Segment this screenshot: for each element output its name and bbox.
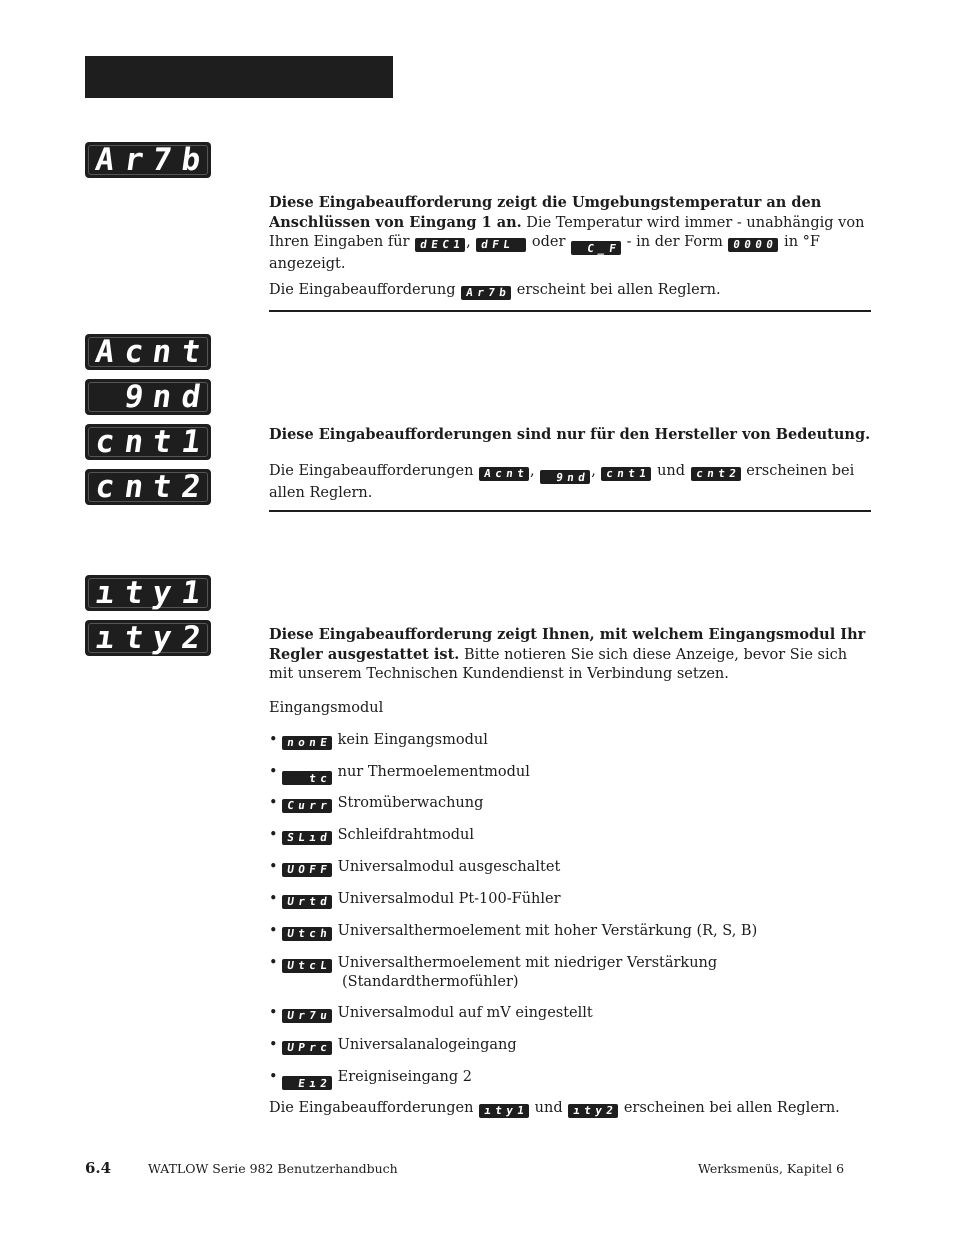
chip-ity1 (479, 1104, 529, 1118)
chip-char: O (297, 863, 306, 876)
display-char: ı (93, 575, 117, 611)
divider (269, 510, 871, 512)
chip-utcl (282, 959, 332, 973)
display-char: n (150, 379, 175, 415)
chip-char: b (498, 286, 507, 299)
list-item: • C u r r Stromüberwachung (269, 795, 484, 812)
chip-char: ı (572, 1104, 581, 1117)
footer-chapter: Werksmenüs, Kapitel 6 (698, 1161, 845, 1176)
chip-char: d (319, 831, 328, 844)
display-char: 1 (179, 424, 203, 460)
chip-cnt1 (601, 467, 651, 481)
chip-char: _ (597, 241, 606, 255)
section2-bold: Diese Eingabeaufforderungen sind nur für den Hersteller von Bedeutung. (269, 426, 871, 443)
display-acnt (85, 334, 211, 370)
display-gnd (85, 379, 211, 415)
chip-char: n (566, 470, 575, 484)
chip-umv (282, 1009, 332, 1023)
chip-char: A (483, 467, 492, 480)
section1-note: Die Eingabeaufforderung A r 7 b erscheint bei allen Reglern. (269, 282, 721, 299)
display-char: b (179, 142, 203, 178)
chip-curr (282, 799, 332, 813)
chip-char: c (494, 467, 503, 480)
divider (269, 310, 871, 312)
chip-char: n (705, 467, 715, 480)
display-cnt2 (85, 469, 211, 505)
display-char: c (93, 424, 117, 460)
chip-char: n (308, 736, 317, 749)
list-item: • E ı 2 Ereigniseingang 2 (269, 1069, 472, 1090)
chip-char: c (605, 467, 615, 480)
chip-char: F (608, 241, 617, 255)
list-item: • U r 7 u Universalmodul auf mV eingestellt (269, 1005, 593, 1022)
list-item: • U t c h Universalthermoelement mit hoher Verstärkung (R, S, B) (269, 923, 758, 940)
display-cnt1 (85, 424, 211, 460)
chip-char: r (308, 1041, 317, 1054)
display-char: 2 (179, 620, 203, 656)
chip-char: E (297, 1076, 306, 1090)
chip-char: A (465, 286, 474, 299)
list-item: • U P r c Universalanalogeingang (269, 1037, 517, 1054)
display-char: d (179, 379, 203, 415)
chip-char: d (480, 238, 490, 251)
chip-char: r (476, 286, 485, 299)
chip-char: 7 (308, 1009, 317, 1022)
chip-char: o (297, 736, 306, 749)
chip-uoff (282, 863, 332, 877)
chip-char: n (505, 467, 514, 480)
list-item: • U r t d Universalmodul Pt-100-Fühler (269, 891, 561, 908)
chip-char: C (586, 241, 595, 255)
chip-char: F (308, 863, 317, 876)
chip-cf (571, 241, 621, 255)
chip-char: U (286, 895, 295, 908)
chip-char: F (319, 863, 328, 876)
display-char: t (121, 620, 146, 656)
chip-amb (461, 286, 511, 300)
chip-slid (282, 831, 332, 845)
chip-ity2 (568, 1104, 618, 1118)
display-char: n (121, 424, 146, 460)
chip-char: 7 (487, 286, 496, 299)
chip-char: L (319, 959, 328, 972)
display-char: y (150, 575, 175, 611)
section1-paragraph: Diese Eingabeaufforderung zeigt die Umgebungstemperatur an den Anschlüssen von Eingang 1 an. Die Temperatur wird immer - unabhängig von Ihren Eingaben für d E C 1 , d F L oder C _ F - in der Form 0 0 0 0 in °F angezeigt. (269, 194, 865, 272)
chip-form (728, 238, 778, 252)
chip-char: 0 (732, 238, 742, 251)
display-char: t (150, 469, 175, 505)
chip-char: u (319, 1009, 328, 1022)
display-char: t (150, 424, 175, 460)
chip-char: t (308, 771, 317, 785)
display-char: 9 (121, 379, 146, 415)
chip-char: 2 (727, 467, 737, 480)
chip-dec1 (415, 238, 465, 252)
chip-char: U (286, 927, 295, 940)
chip-char: F (491, 238, 501, 251)
display-char: c (121, 334, 146, 370)
chip-uprc (282, 1041, 332, 1055)
chip-char: U (286, 863, 295, 876)
chip-char: S (286, 831, 295, 844)
section1-bold: Diese Eingabeaufforderung zeigt die Umgebungstemperatur an den Anschlüssen von Eingang 1 an. (269, 194, 822, 231)
footer-title: WATLOW Serie 982 Benutzerhandbuch (148, 1161, 398, 1176)
chip-none (282, 736, 332, 750)
chip-acnt (479, 467, 529, 481)
chip-char: r (308, 799, 317, 812)
display-char: y (150, 620, 175, 656)
chip-char: t (308, 895, 317, 908)
chip-char: 9 (555, 470, 564, 484)
section3-note: Die Eingabeaufforderungen ı t y 1 und ı t y 2 erscheinen bei allen Reglern. (269, 1100, 840, 1117)
chip-char: r (297, 1009, 306, 1022)
chip-char: u (297, 799, 306, 812)
section3-heading: Eingangsmodul (269, 700, 384, 716)
list-item: • U O F F Universalmodul ausgeschaltet (269, 859, 561, 876)
chip-char: 1 (638, 467, 648, 480)
page-number: 6.4 (85, 1159, 112, 1177)
display-ity1 (85, 575, 211, 611)
chip-char: y (594, 1104, 603, 1117)
list-item: • U t c L Universalthermoelement mit niedriger Verstärkung (Standardthermofühler) (269, 955, 718, 990)
section2-note: Die Eingabeaufforderungen A c n t , 9 n d , c n t 1 und c n t 2 erscheinen bei allen Reglern. (269, 463, 855, 501)
chip-char: 0 (754, 238, 764, 251)
display-char: ı (93, 620, 117, 656)
chip-char: t (716, 467, 726, 480)
chip-char: ı (483, 1104, 492, 1117)
section3-bold: Diese Eingabeaufforderung zeigt Ihnen, mit welchem Eingangsmodul Ihr Regler ausgestattet ist. (269, 626, 866, 663)
chip-dfl (476, 238, 526, 252)
display-char: n (121, 469, 146, 505)
chip-char: y (505, 1104, 514, 1117)
section3-paragraph: Diese Eingabeaufforderung zeigt Ihnen, mit welchem Eingangsmodul Ihr Regler ausgestattet ist. Bitte notieren Sie sich diese Anzeige, bevor Sie sich mit unserem Technischen Kundendienst in Verbindung setzen. (269, 626, 866, 682)
list-item: • t c nur Thermoelementmodul (269, 764, 530, 785)
chip-tc (282, 771, 332, 785)
list-item: • n o n E kein Eingangsmodul (269, 732, 488, 749)
chip-char: 2 (605, 1104, 614, 1117)
display-char: c (93, 469, 117, 505)
display-char: 1 (179, 575, 203, 611)
chip-char: ı (308, 1076, 317, 1090)
display-amb (85, 142, 211, 178)
chip-char: n (286, 736, 295, 749)
chip-char: r (297, 895, 306, 908)
display-char: 2 (179, 469, 203, 505)
display-char: A (93, 334, 117, 370)
chip-char: t (297, 927, 306, 940)
chip-char: t (627, 467, 637, 480)
display-char: 7 (150, 142, 175, 178)
display-char: n (150, 334, 175, 370)
display-char: t (121, 575, 146, 611)
chip-char: t (583, 1104, 592, 1117)
chip-char: 1 (516, 1104, 525, 1117)
chip-char: L (297, 831, 306, 844)
chip-char: 0 (743, 238, 753, 251)
chip-char: 2 (319, 1076, 328, 1090)
display-ity2 (85, 620, 211, 656)
chip-char: E (319, 736, 328, 749)
display-char: A (93, 142, 117, 178)
chip-char: U (286, 1009, 295, 1022)
chip-ei2 (282, 1076, 332, 1090)
chip-char: d (419, 238, 428, 251)
section2-paragraph (269, 425, 871, 445)
display-char: r (121, 142, 146, 178)
chip-char: L (502, 238, 512, 251)
chip-urtd (282, 895, 332, 909)
chip-char: C (441, 238, 450, 251)
chip-char: c (308, 959, 317, 972)
chip-char: d (577, 470, 586, 484)
display-char: t (179, 334, 203, 370)
chip-gnd (540, 470, 590, 484)
chip-char: ı (308, 831, 317, 844)
chip-char: h (319, 927, 328, 940)
header-bar (85, 56, 393, 98)
chip-char: U (286, 1041, 295, 1054)
chip-char: E (430, 238, 439, 251)
chip-char: c (319, 1041, 328, 1054)
chip-char: n (616, 467, 626, 480)
chip-char: t (297, 959, 306, 972)
chip-char: P (297, 1041, 306, 1054)
chip-char: r (319, 799, 328, 812)
chip-char: t (494, 1104, 503, 1117)
list-item: • S L ı d Schleifdrahtmodul (269, 827, 474, 844)
chip-char: C (286, 799, 295, 812)
chip-char: c (319, 771, 328, 785)
chip-cnt2 (691, 467, 741, 481)
chip-char: d (319, 895, 328, 908)
chip-char: 1 (452, 238, 461, 251)
chip-utch (282, 927, 332, 941)
chip-char: c (308, 927, 317, 940)
chip-char: 0 (765, 238, 775, 251)
chip-char: t (516, 467, 525, 480)
chip-char: c (694, 467, 704, 480)
chip-char: U (286, 959, 295, 972)
